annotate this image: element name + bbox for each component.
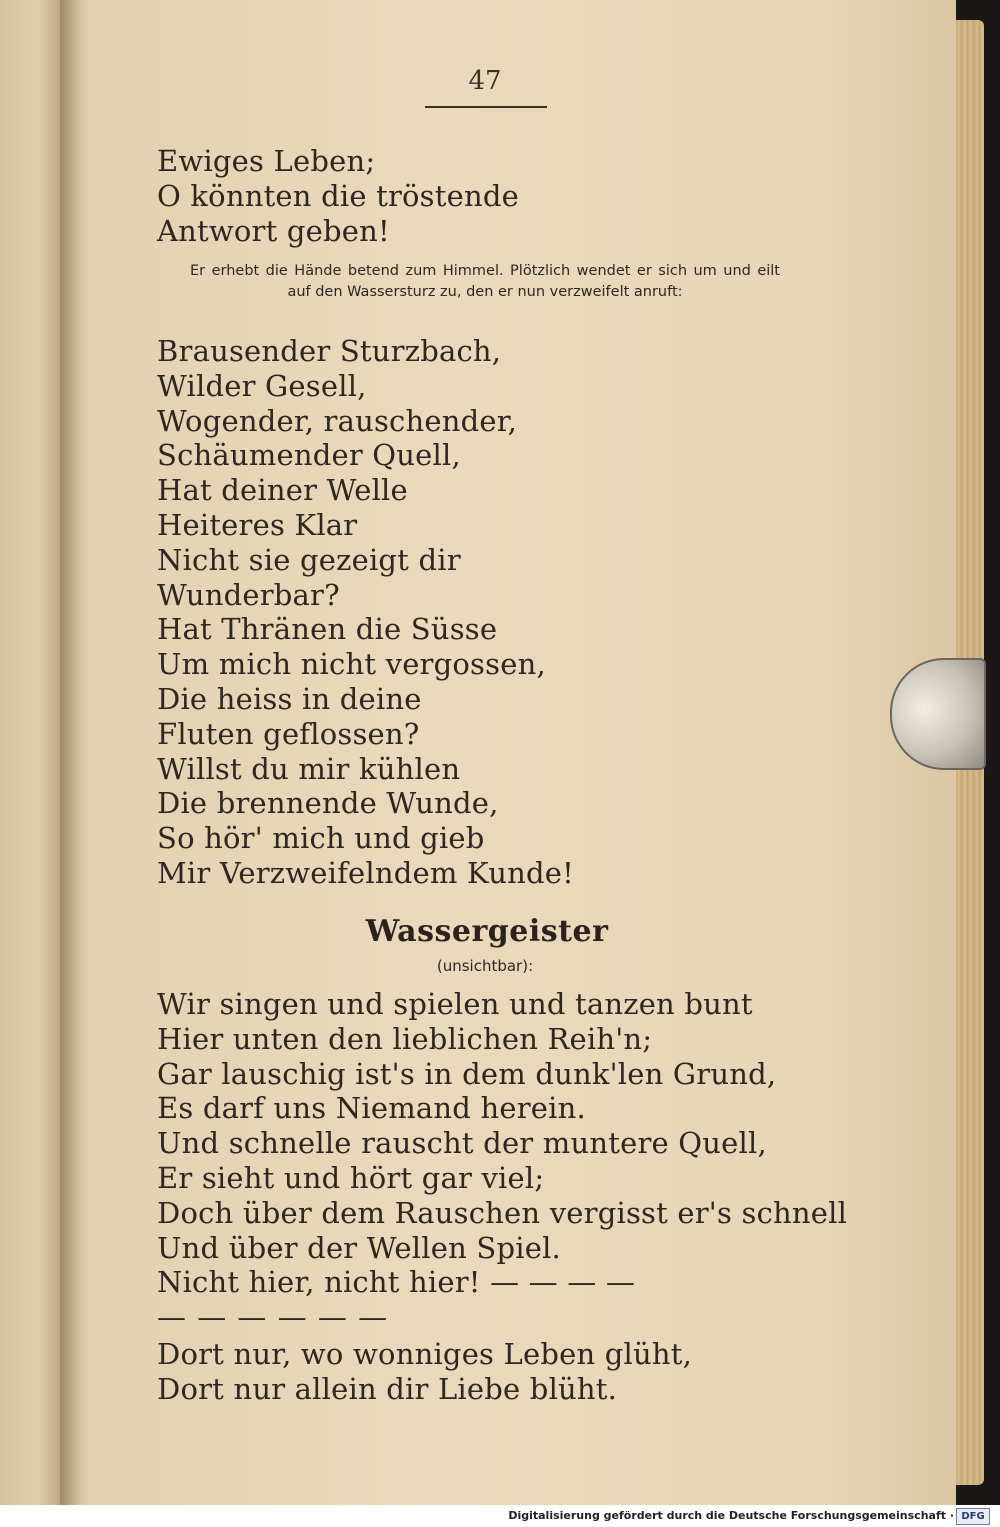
verse-line: Um mich nicht vergossen, bbox=[157, 647, 546, 682]
verse-line: Nicht hier, nicht hier! — — — — bbox=[157, 1265, 636, 1300]
verse-block-2 bbox=[157, 334, 574, 891]
dfg-logo-icon: DFG bbox=[956, 1508, 990, 1525]
digitization-footer bbox=[0, 1505, 1000, 1527]
facing-page-edge bbox=[0, 0, 64, 1505]
book-gutter bbox=[60, 0, 90, 1505]
verse-block-4 bbox=[157, 1337, 692, 1407]
verse-block-3 bbox=[157, 987, 847, 1300]
verse-line: Hier unten den lieblichen Reih'n; bbox=[157, 1021, 653, 1056]
verse-line: Dort nur, wo wonniges Leben glüht, bbox=[157, 1337, 693, 1371]
verse-line: Fluten geflossen? bbox=[157, 716, 420, 751]
verse-line: Willst du mir kühlen bbox=[157, 751, 461, 786]
verse-line: Nicht sie gezeigt dir bbox=[157, 542, 461, 577]
verse-line: Heiteres Klar bbox=[157, 507, 358, 542]
speaker-note: (unsichtbar): bbox=[436, 957, 534, 975]
page-number: 47 bbox=[468, 66, 502, 96]
verse-line: Es darf uns Niemand herein. bbox=[157, 1091, 586, 1126]
verse-line: Die heiss in deine bbox=[157, 681, 422, 716]
verse-line: O könnten die tröstende bbox=[157, 178, 519, 213]
verse-line: Schäumender Quell, bbox=[157, 438, 461, 473]
verse-line: Antwort geben! bbox=[157, 213, 390, 248]
page-number-rule bbox=[425, 106, 547, 108]
verse-line: Mir Verzweifelndem Kunde! bbox=[157, 855, 574, 890]
verse-line: So hör' mich und gieb bbox=[157, 821, 485, 856]
verse-line: Dort nur allein dir Liebe blüht. bbox=[157, 1371, 618, 1406]
dash-separator: — — — — — — bbox=[157, 1300, 389, 1334]
verse-line: Wogender, rauschender, bbox=[157, 403, 518, 438]
funding-credit: Digitalisierung gefördert durch die Deutsche Forschungsgemeinschaft · bbox=[508, 1509, 954, 1522]
verse-line: Doch über dem Rauschen vergisst er's schnell bbox=[157, 1195, 848, 1230]
verse-line: Hat Thränen die Süsse bbox=[157, 612, 498, 647]
speaker-heading: Wassergeister bbox=[365, 914, 609, 949]
verse-line: Und schnelle rauscht der muntere Quell, bbox=[157, 1126, 767, 1161]
stage-direction: Er erhebt die Hände betend zum Himmel. Plötzlich wendet er sich um und eilt auf den Wassersturz zu, den er nun verzweifelt anruft: bbox=[190, 263, 780, 300]
verse-line: Gar lauschig ist's in dem dunk'len Grund, bbox=[157, 1056, 777, 1091]
verse-line: Hat deiner Welle bbox=[157, 473, 408, 508]
verse-line: Er sieht und hört gar viel; bbox=[157, 1160, 545, 1195]
verse-line: Und über der Wellen Spiel. bbox=[157, 1230, 561, 1265]
thumb-index-tab bbox=[890, 658, 986, 770]
verse-line: Wilder Gesell, bbox=[157, 368, 367, 403]
verse-block-1 bbox=[157, 144, 519, 248]
verse-line: Wir singen und spielen und tanzen bunt bbox=[157, 987, 753, 1021]
verse-line: Ewiges Leben; bbox=[157, 144, 376, 178]
verse-line: Brausender Sturzbach, bbox=[157, 334, 502, 368]
verse-line: Wunderbar? bbox=[157, 577, 340, 612]
verse-line: Die brennende Wunde, bbox=[157, 786, 499, 821]
